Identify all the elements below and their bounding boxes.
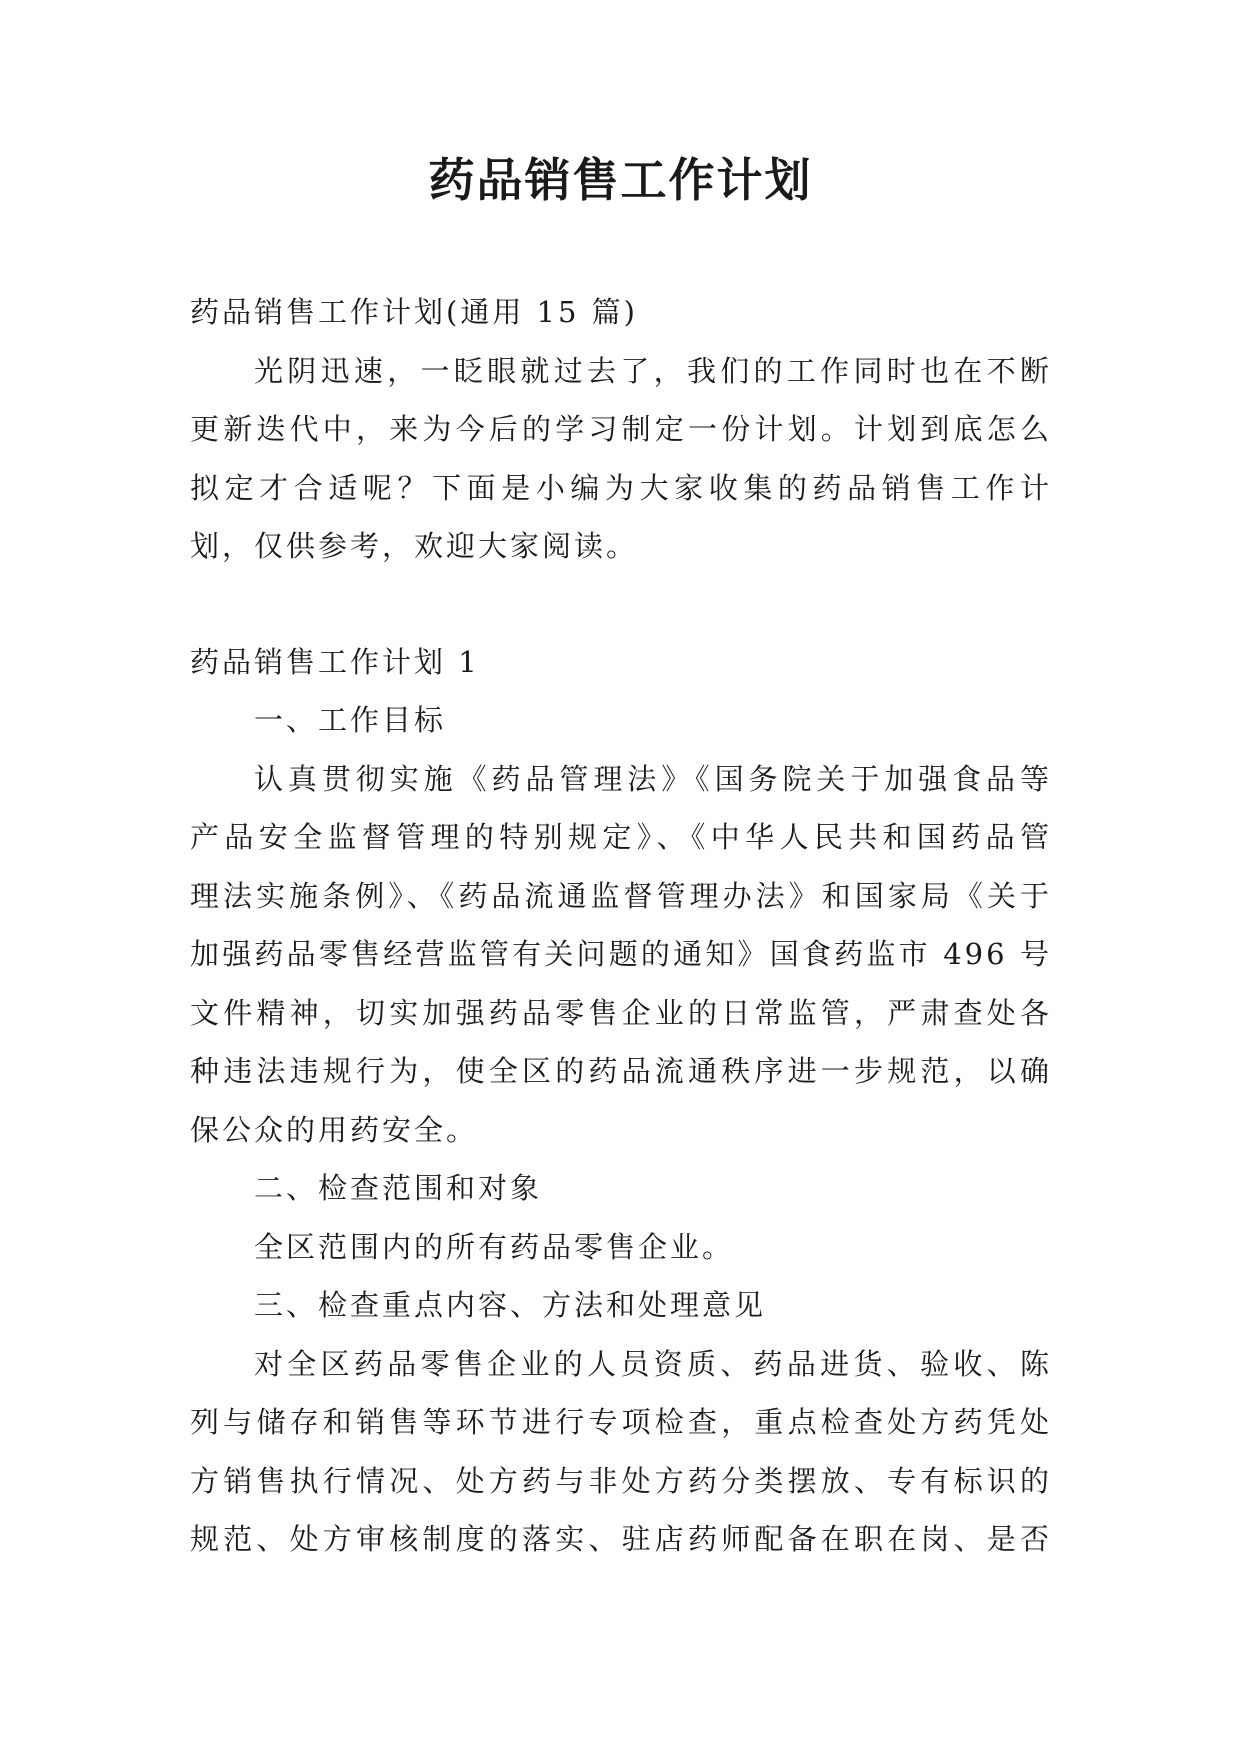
document-title: 药品销售工作计划: [428, 153, 813, 207]
part1-line: 认真贯彻实施《药品管理法》《国务院关于加强食品等: [254, 761, 1052, 796]
section-heading: 药品销售工作计划 1: [190, 644, 480, 679]
intro-line: 拟定才合适呢？下面是小编为大家收集的药品销售工作计: [190, 470, 1052, 505]
part1-line: 加强药品零售经营监管有关问题的通知》国食药监市 496 号: [190, 937, 1052, 971]
part3-heading: 三、检查重点内容、方法和处理意见: [254, 1288, 767, 1322]
part3-line: 规范、处方审核制度的落实、驻店药师配备在职在岗、是否: [190, 1522, 1052, 1556]
part1-line: 理法实施条例》、《药品流通监督管理办法》和国家局《关于: [190, 878, 1052, 913]
intro-line: 划，仅供参考，欢迎大家阅读。: [190, 529, 639, 563]
paragraph-gap: [190, 576, 1052, 633]
part1-line: 产品安全监督管理的特别规定》、《中华人民共和国药品管: [190, 820, 1052, 854]
intro-line: 更新迭代中，来为今后的学习制定一份计划。计划到底怎么: [190, 412, 1052, 446]
document-body: [190, 283, 1052, 1569]
part1-line: 种违法违规行为，使全区的药品流通秩序进一步规范，以确: [190, 1054, 1052, 1088]
part3-paragraph: [190, 1335, 1052, 1569]
part1-line: 文件精神，切实加强药品零售企业的日常监管，严肃查处各: [190, 995, 1052, 1030]
part2-heading: 二、检查范围和对象: [254, 1171, 543, 1205]
part1-line: 保公众的用药安全。: [190, 1112, 479, 1147]
intro-paragraph: [190, 342, 1052, 576]
part3-line: 对全区药品零售企业的人员资质、药品进货、验收、陈: [254, 1346, 1052, 1381]
part1-paragraph: [190, 750, 1052, 1160]
part3-line: 列与储存和销售等环节进行专项检查，重点检查处方药凭处: [190, 1405, 1052, 1439]
part1-heading: 一、工作目标: [254, 703, 447, 737]
document-subtitle: 药品销售工作计划(通用 15 篇): [190, 295, 638, 329]
part2-text: 全区范围内的所有药品零售企业。: [254, 1229, 735, 1264]
part3-line: 方销售执行情况、处方药与非处方药分类摆放、专有标识的: [190, 1463, 1052, 1498]
intro-line: 光阴迅速，一眨眼就过去了，我们的工作同时也在不断: [254, 353, 1052, 388]
